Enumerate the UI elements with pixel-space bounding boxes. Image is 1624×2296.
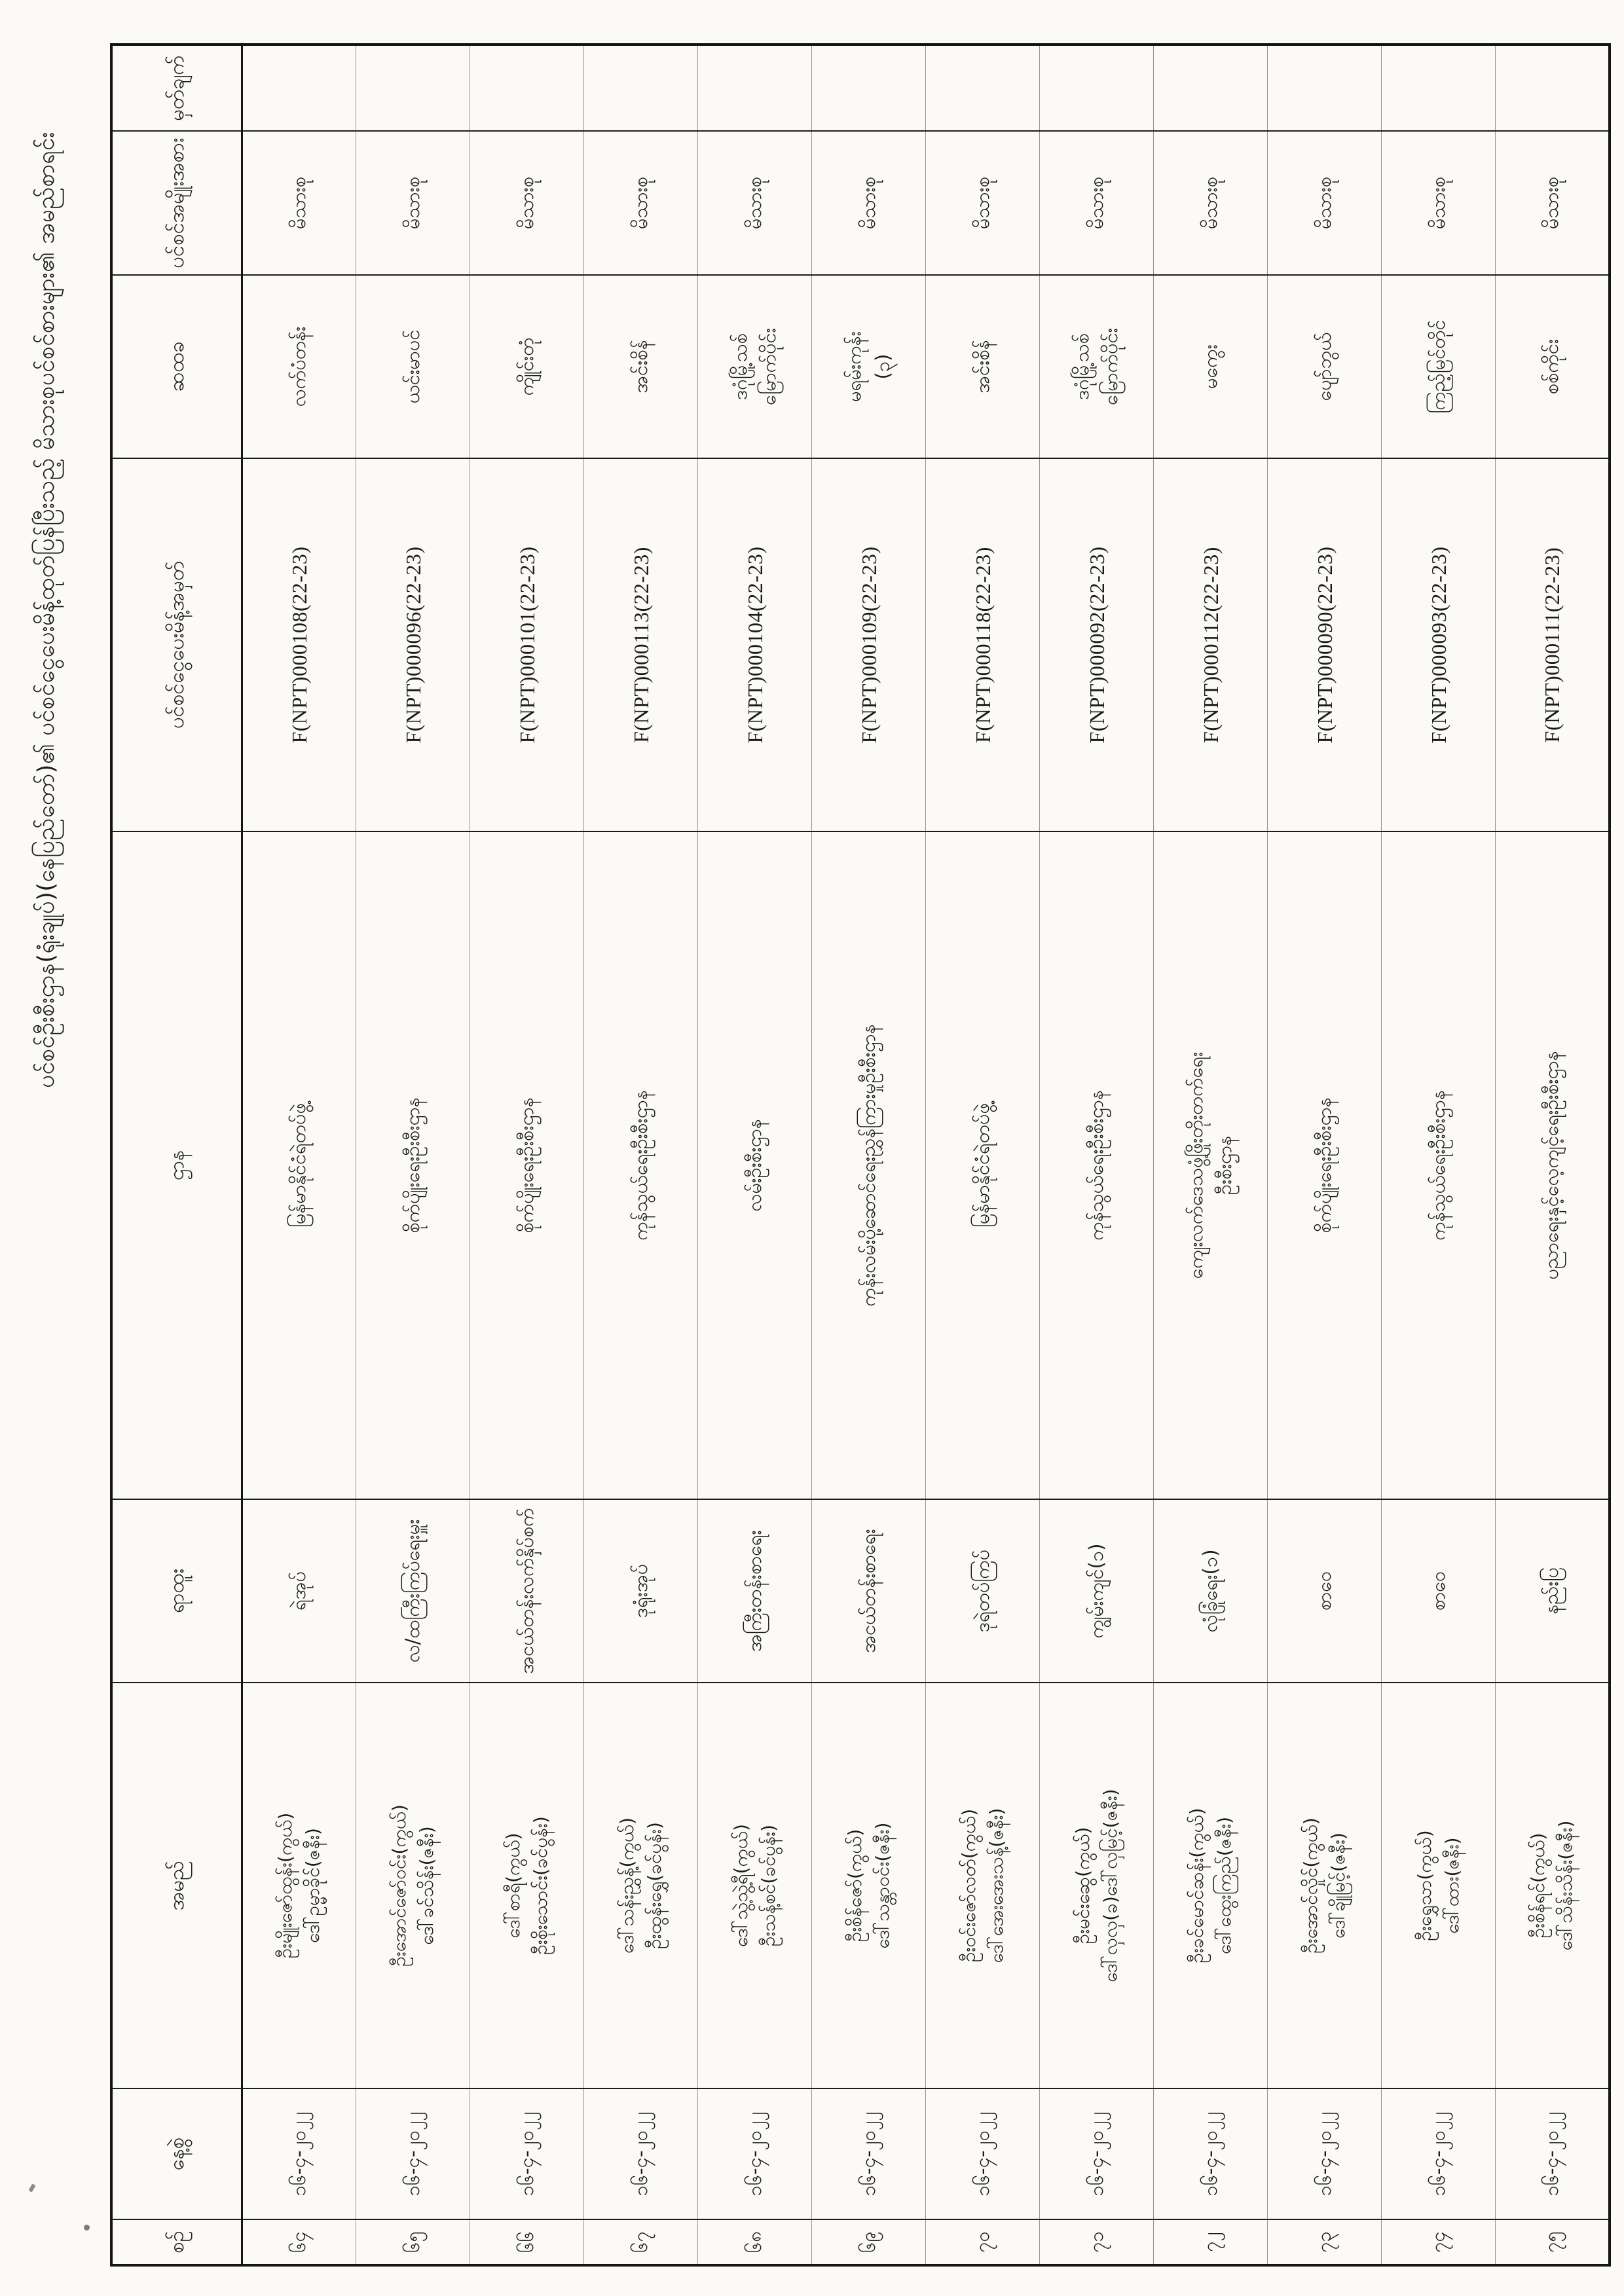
- cell-department-line: မြန်မာနိုင်ငံရဲတပ်ဖွဲ့: [970, 1102, 993, 1228]
- cell-date: ၁၆-၄-၂၀၂၂: [812, 2088, 926, 2219]
- cell-serial: ၇၅: [1496, 2219, 1610, 2265]
- cell-pension-type: မိသားစု: [812, 131, 926, 275]
- cell-department-line: မြန်မာနိုင်ငံရဲတပ်ဖွဲ့: [287, 1102, 310, 1228]
- cell-township-line: ပျော်ဘွယ်: [1312, 332, 1335, 401]
- table-row: [698, 45, 812, 2265]
- cell-names: [584, 1683, 698, 2088]
- cell-department: [698, 831, 812, 1499]
- cell-township-line: ဒဂုံမြို့သစ်: [1071, 333, 1093, 400]
- cell-department: [812, 831, 926, 1499]
- cell-names-line: ဦးခင်မောင်ဆန်း(ကွယ်): [1185, 1808, 1208, 1963]
- header-row: [111, 45, 242, 2265]
- cell-township: [698, 275, 812, 458]
- cell-names: [926, 1683, 1040, 2088]
- header-remark: မှတ်ချက်: [111, 45, 242, 131]
- cell-names: [1268, 1683, 1382, 2088]
- cell-remark: [1154, 45, 1268, 131]
- cell-department: [926, 831, 1040, 1499]
- cell-remark: [584, 45, 698, 131]
- cell-township-line: အင်းစိန်: [970, 340, 993, 393]
- cell-names-line: ဦးစိန်ရင်(ကွယ်): [1526, 1832, 1549, 1939]
- cell-township-line: စစ်ကိုင်း: [1540, 338, 1562, 395]
- cell-names: [470, 1683, 584, 2088]
- cell-payment-order-no: F(NPT)000112(22-23): [1154, 458, 1268, 831]
- cell-payment-order-no: F(NPT)000092(22-23): [1040, 458, 1154, 831]
- cell-payment-order-no: F(NPT)000109(22-23): [812, 458, 926, 831]
- cell-rank: ကျွမ်းကျင်(၁): [1040, 1499, 1154, 1683]
- cell-rank: လ/ထကြီးကြပ်ရေးမှူး: [356, 1499, 470, 1683]
- cell-pension-type: မိသားစု: [584, 131, 698, 275]
- table-header: [111, 45, 242, 2265]
- cell-remark: [1382, 45, 1496, 131]
- cell-department-line: ဦးစီးဌာန: [1213, 1135, 1236, 1195]
- header-date: နေ့စွဲ: [111, 2088, 242, 2219]
- cell-township-line: အင်းစိန်: [629, 340, 652, 393]
- cell-township-line: လက်ပံတန်း: [287, 326, 310, 407]
- cell-township: [812, 275, 926, 458]
- cell-rank: လုံခြုံရေး(၁): [1154, 1499, 1268, 1683]
- header-department: ဌာန: [111, 831, 242, 1499]
- cell-pension-type: မိသားစု: [926, 131, 1040, 275]
- cell-names-line: ဒေါ်ချိုမြင့်(ဇနီး): [1327, 1832, 1349, 1939]
- cell-date: ၁၆-၄-၂၀၂၂: [584, 2088, 698, 2219]
- table-row: [812, 45, 926, 2265]
- cell-township: [470, 275, 584, 458]
- cell-payment-order-no: F(NPT)000096(22-23): [356, 458, 470, 831]
- table-row: [1268, 45, 1382, 2265]
- cell-remark: [1040, 45, 1154, 131]
- cell-township: [1154, 275, 1268, 458]
- cell-department: [242, 831, 356, 1499]
- cell-department-line: ကုန်သွယ်ရေးဦးစီးဌာန: [629, 1090, 652, 1241]
- cell-remark: [470, 45, 584, 131]
- cell-names-line: ဒေါ်စာရီ(ကွယ်): [502, 1832, 524, 1939]
- cell-payment-order-no: F(NPT)000090(22-23): [1268, 458, 1382, 831]
- cell-date: ၁၆-၄-၂၀၂၂: [1154, 2088, 1268, 2219]
- cell-names: [1040, 1683, 1154, 2088]
- cell-names-line: ဒေါ်လှလှ(ခ)ဒေါ်လှမြင့်(ဇနီး): [1099, 1789, 1121, 1982]
- cell-names-line: ဒေါ်သန္တာဝင်း(ဇနီး): [871, 1822, 893, 1949]
- cell-township: [356, 275, 470, 458]
- cell-serial: ၇၄: [1382, 2219, 1496, 2265]
- cell-department-line: ပညာရေးနှင့်လေ့ကျင့်ရေးဦးစီးဌာန: [1540, 1051, 1562, 1280]
- cell-payment-order-no: F(NPT)000113(22-23): [584, 458, 698, 831]
- cell-pension-type: မိသားစု: [698, 131, 812, 275]
- cell-names-line: ဒေါ်သွဲ့သွဲ့ရီ(ကွယ်): [729, 1824, 752, 1947]
- table-row: [1496, 45, 1610, 2265]
- cell-names-line: ဒေါ်သိန်းသိန်း(ဇနီး): [1554, 1820, 1576, 1951]
- scan-artifact: [84, 2225, 90, 2231]
- cell-department: [1040, 831, 1154, 1499]
- cell-rank: ဒုရဲတပ်ကြပ်: [926, 1499, 1040, 1683]
- cell-serial: ၇၂: [1154, 2219, 1268, 2265]
- cell-township-line: မြောက်ပိုင်း: [1099, 327, 1122, 406]
- cell-date: ၁၆-၄-၂၀၂၂: [1040, 2088, 1154, 2219]
- cell-department-line: ကုန်သွယ်ရေးဦးစီးဌာန: [1084, 1090, 1107, 1241]
- cell-rank: စာဝေ: [1382, 1499, 1496, 1683]
- cell-remark: [1496, 45, 1610, 131]
- cell-rank: အငယ်တန်းစာရေး: [812, 1499, 926, 1683]
- cell-department-line: စိုက်ပျိုးရေးဦးစီးဌာန: [1312, 1097, 1335, 1233]
- table-body: [242, 45, 1610, 2265]
- cell-department: [584, 831, 698, 1499]
- cell-names-line: ဒေါ်ခင်သိန်း(ဇနီး): [415, 1826, 437, 1945]
- cell-department: [1268, 831, 1382, 1499]
- cell-names-line: ဒေါ်ထား(ဇနီး): [1441, 1837, 1463, 1934]
- cell-township-line: ကြည့်မြင်တိုင်: [1426, 319, 1449, 414]
- cell-payment-order-no: F(NPT)000093(22-23): [1382, 458, 1496, 831]
- cell-pension-type: မိသားစု: [1382, 131, 1496, 275]
- page-title: ပင်စင်ဦးစီးဌာန(ရုံးချုပ်)(နေပြည်တော်)၏ ပင်စင်ငွေပေးမိန့်ထုတ်ပြန်ပြီးသည့် မိသားစုပင်စင်စားများ၏ အမည်စာရင်း: [33, 132, 60, 1088]
- cell-remark: [356, 45, 470, 131]
- cell-payment-order-no: F(NPT)000118(22-23): [926, 458, 1040, 831]
- cell-date: ၁၆-၄-၂၀၂၂: [356, 2088, 470, 2219]
- header-township: ဆထခ: [111, 275, 242, 458]
- header-payment-order-no: ပင်စင်ငွေပေးမိန့်အမှတ်: [111, 458, 242, 831]
- header-pension-type: ပင်စင်အမျိုးအစား: [111, 131, 242, 275]
- cell-names-line: ဦးသန့်စင်(ခင်ပွန်း): [757, 1824, 779, 1947]
- cell-names-line: ဦးစိုးသောင်း(ခင်ပွန်း): [529, 1816, 551, 1955]
- cell-pension-type: မိသားစု: [1040, 131, 1154, 275]
- cell-serial: ၇၀: [926, 2219, 1040, 2265]
- cell-serial: ၆၇: [584, 2219, 698, 2265]
- cell-payment-order-no: F(NPT)000101(22-23): [470, 458, 584, 831]
- cell-township: [1382, 275, 1496, 458]
- cell-department-line: ကျေးလက်ဒေသဖွံ့ဖြိုးတိုးတက်ရေး: [1185, 1051, 1207, 1279]
- cell-date: ၁၆-၄-၂၀၂၂: [470, 2088, 584, 2219]
- cell-names-line: ဒေါ်ဥမ္မာခိုင်(ဇနီး): [302, 1828, 323, 1943]
- cell-names: [1382, 1683, 1496, 2088]
- cell-date: ၁၆-၄-၂၀၂၂: [1382, 2088, 1496, 2219]
- cell-department-line: စိုက်ပျိုးရေးဦးစီးဌာန: [401, 1097, 424, 1233]
- cell-date: ၁၆-၄-၂၀၂၂: [242, 2088, 356, 2219]
- cell-names-line: ဦးအောင်ဇော်ဝင်း(ကွယ်): [388, 1804, 410, 1967]
- cell-department-line: စိုက်ပျိုးရေးဦးစီးဌာန: [515, 1097, 538, 1233]
- cell-township-line: မရမ်းကုန်း: [843, 331, 865, 402]
- cell-serial: ၆၈: [698, 2219, 812, 2265]
- cell-date: ၁၆-၄-၂၀၂၂: [926, 2088, 1040, 2219]
- cell-township: [1268, 275, 1382, 458]
- cell-names-line: ဦးရွှေသာ(ကွယ်): [1413, 1830, 1435, 1941]
- cell-names: [242, 1683, 356, 2088]
- table-row: [1382, 45, 1496, 2265]
- cell-serial: ၇၁: [1040, 2219, 1154, 2265]
- cell-names: [698, 1683, 812, 2088]
- cell-township: [242, 275, 356, 458]
- cell-rank: စာဝေ: [1268, 1499, 1382, 1683]
- cell-township-line: ကျိုင်းတုံ: [515, 337, 538, 396]
- cell-names-line: ဦးဝင်းဇော်လတ်(ကွယ်): [957, 1808, 980, 1963]
- cell-township-line: (၃): [871, 354, 894, 380]
- cell-pension-type: မိသားစု: [1496, 131, 1610, 275]
- cell-date: ၁၆-၄-၂၀၂၂: [1496, 2088, 1610, 2219]
- cell-names-line: ဦးထွန်းရွှေ(ခင်ပွန်း): [643, 1822, 665, 1949]
- cell-department: [470, 831, 584, 1499]
- cell-remark: [812, 45, 926, 131]
- cell-department-line: ကုန်သွယ်ရေးဦးစီးဌာန: [1426, 1090, 1449, 1241]
- cell-payment-order-no: F(NPT)000108(22-23): [242, 458, 356, 831]
- table-row: [584, 45, 698, 2265]
- cell-names: [1154, 1683, 1268, 2088]
- table-row: [1154, 45, 1268, 2265]
- cell-date: ၁၆-၄-၂၀၂၂: [1268, 2088, 1382, 2219]
- cell-township: [1496, 275, 1610, 458]
- cell-names-line: ဒေါ်အေးအေးသန့်(ဇနီး): [985, 1808, 1007, 1963]
- cell-remark: [1268, 45, 1382, 131]
- cell-department: [1154, 831, 1268, 1499]
- cell-department: [1382, 831, 1496, 1499]
- cell-department: [356, 831, 470, 1499]
- cell-names: [812, 1683, 926, 2088]
- table-row: [242, 45, 356, 2265]
- cell-rank: နည်းပြ: [1496, 1499, 1610, 1683]
- cell-serial: ၆၆: [470, 2219, 584, 2265]
- cell-pension-type: မိသားစု: [1268, 131, 1382, 275]
- cell-township-line: ဒဂုံမြို့သစ်: [729, 333, 751, 400]
- cell-rank: ဒုရုံးအုပ်: [584, 1499, 698, 1683]
- cell-pension-type: မိသားစု: [356, 131, 470, 275]
- cell-names: [1496, 1683, 1610, 2088]
- cell-serial: ၆၉: [812, 2219, 926, 2265]
- cell-serial: ၆၄: [242, 2219, 356, 2265]
- cell-remark: [242, 45, 356, 131]
- cell-pension-type: မိသားစု: [1154, 131, 1268, 275]
- header-serial: စဉ်: [111, 2219, 242, 2265]
- table-row: [356, 45, 470, 2265]
- cell-rank: ရဲအုပ်: [242, 1499, 356, 1683]
- cell-pension-type: မိသားစု: [242, 131, 356, 275]
- cell-payment-order-no: F(NPT)000111(22-23): [1496, 458, 1610, 831]
- cell-township-line: မြောက်ပိုင်း: [757, 327, 780, 406]
- cell-names-line: ဦးအောင်လှိုင်(ကွယ်): [1299, 1817, 1321, 1954]
- table-row: [470, 45, 584, 2265]
- table-row: [926, 45, 1040, 2265]
- cell-names-line: ဦးမျိုးဇော်ထွန်း(ကွယ်): [274, 1812, 296, 1959]
- cell-date: ၁၆-၄-၂၀၂၂: [698, 2088, 812, 2219]
- cell-remark: [698, 45, 812, 131]
- cell-names: [356, 1683, 470, 2088]
- cell-names-line: ဒေါ်သန်းညွှန့်(ကွယ်): [616, 1817, 638, 1954]
- cell-department-line: လမ်းဦးစီးဌာန: [743, 1119, 766, 1212]
- cell-names-line: ဒေါ်ထွေးကြည်(ဇနီး): [1213, 1817, 1235, 1954]
- header-name: အမည်: [111, 1683, 242, 2088]
- cell-township: [1040, 275, 1154, 458]
- cell-township-line: ယင်းမာပင်: [401, 329, 424, 404]
- header-rank: ရာထူး: [111, 1499, 242, 1683]
- cell-names-line: ဦးစိန်ဇော်(ကွယ်): [843, 1829, 866, 1942]
- cell-township-line: မကွေး: [1198, 344, 1221, 390]
- cell-payment-order-no: F(NPT)000104(22-23): [698, 458, 812, 831]
- cell-department: [1496, 831, 1610, 1499]
- cell-rank: အကြီးတန်းစာရေး: [698, 1499, 812, 1683]
- pension-table: [110, 43, 1611, 2267]
- cell-serial: ၆၅: [356, 2219, 470, 2265]
- cell-rank: အငယ်တန်းလက်နှိပ်စက်: [470, 1499, 584, 1683]
- cell-names-line: ဦးမင်းဆွေ(ကွယ်): [1071, 1827, 1094, 1944]
- cell-department-line: ကုန်းလမ်းပို့ဆောင်ရေးညွှန်ကြားမှုဦးစီးဌာန: [857, 1024, 879, 1307]
- table-row: [1040, 45, 1154, 2265]
- cell-township: [926, 275, 1040, 458]
- cell-serial: ၇၃: [1268, 2219, 1382, 2265]
- cell-pension-type: မိသားစု: [470, 131, 584, 275]
- cell-remark: [926, 45, 1040, 131]
- cell-township: [584, 275, 698, 458]
